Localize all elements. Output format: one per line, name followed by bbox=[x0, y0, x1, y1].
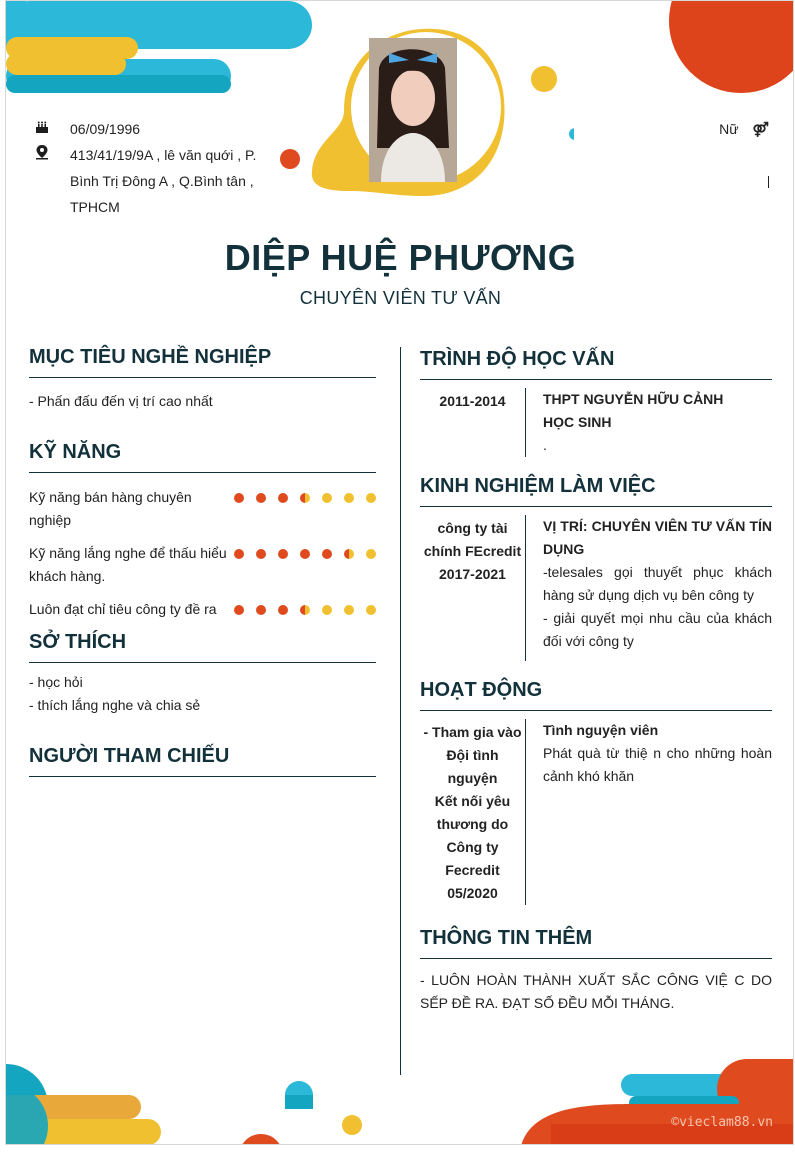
section-title: KỸ NĂNG bbox=[29, 441, 376, 473]
objective-section bbox=[29, 346, 376, 413]
activity-org-line: 05/2020 bbox=[447, 885, 498, 901]
address-line: 413/41/19/9A , lê văn quới , P. bbox=[70, 147, 257, 163]
contact-info bbox=[30, 116, 270, 220]
references-section bbox=[29, 745, 376, 777]
address-line: TPHCM bbox=[70, 199, 120, 215]
skill-name: Kỹ năng lắng nghe để thấu hiểu khách hàng. bbox=[29, 545, 227, 584]
skills-list bbox=[29, 486, 376, 621]
section-title: TRÌNH ĐỘ HỌC VẤN bbox=[420, 348, 772, 380]
skill-rating bbox=[234, 486, 376, 503]
watermark: ©vieclam88.vn bbox=[671, 1115, 773, 1130]
rating-dot bbox=[366, 605, 376, 615]
rating-dot bbox=[278, 549, 288, 559]
gender-icon: ⚤ bbox=[752, 121, 769, 137]
company-line: công ty tài bbox=[437, 520, 508, 536]
gender-info bbox=[719, 116, 769, 188]
rating-dot bbox=[300, 493, 310, 503]
hobbies-section bbox=[29, 631, 376, 717]
full-name: DIỆP HUỆ PHƯƠNG bbox=[224, 237, 577, 278]
map-pin-icon bbox=[30, 142, 54, 168]
activity-description: Phát quà từ thiệ n cho những hoàn cảnh khó khăn bbox=[543, 745, 772, 784]
activity-role: Tình nguyện viên bbox=[543, 722, 659, 738]
skills-section bbox=[29, 441, 376, 621]
entry-divider bbox=[525, 388, 526, 457]
cv-page bbox=[5, 0, 794, 1145]
hobby-item: - thích lắng nghe và chia sẻ bbox=[29, 697, 201, 713]
experience-section bbox=[420, 475, 772, 661]
address-row bbox=[30, 142, 270, 220]
major-name: HỌC SINH bbox=[543, 414, 612, 430]
activity-org-line: Kết nối yêu bbox=[434, 793, 511, 809]
section-title: THÔNG TIN THÊM bbox=[420, 927, 772, 959]
company-info bbox=[420, 515, 525, 661]
skill-row bbox=[29, 542, 376, 588]
activity-org-line: - Tham gia vào bbox=[423, 724, 522, 740]
rating-dot bbox=[344, 549, 354, 559]
rating-dot bbox=[278, 493, 288, 503]
education-period: 2011-2014 bbox=[439, 393, 506, 409]
rating-dot bbox=[322, 493, 332, 503]
bottom-left-decoration bbox=[6, 1061, 366, 1145]
left-column bbox=[29, 346, 376, 777]
activities-section bbox=[420, 679, 772, 905]
school-name: THPT NGUYỄN HỮU CẢNH bbox=[543, 391, 724, 407]
education-note: . bbox=[543, 437, 547, 453]
rating-dot bbox=[344, 493, 354, 503]
activity-org-line: Đội tình nguyện bbox=[446, 747, 499, 786]
column-divider bbox=[400, 347, 401, 1075]
job-title: CHUYÊN VIÊN TƯ VẤN bbox=[299, 288, 502, 308]
rating-dot bbox=[366, 549, 376, 559]
skill-rating bbox=[234, 542, 376, 559]
address-text bbox=[70, 142, 256, 220]
right-column bbox=[420, 346, 772, 1015]
activity-org-line: thương do bbox=[436, 816, 509, 832]
more-info-section bbox=[420, 927, 772, 1015]
job-description: - giải quyết mọi nhu cầu của khách đối với công ty bbox=[543, 610, 772, 649]
section-title: MỤC TIÊU NGHỀ NGHIỆP bbox=[29, 346, 376, 378]
profile-photo bbox=[369, 38, 457, 182]
section-title: HOẠT ĐỘNG bbox=[420, 679, 772, 711]
rating-dot bbox=[366, 493, 376, 503]
entry-divider bbox=[525, 515, 526, 661]
objective-text: - Phấn đấu đến vị trí cao nhất bbox=[29, 393, 213, 409]
birthday-text: 06/09/1996 bbox=[70, 121, 141, 137]
rating-dot bbox=[300, 549, 310, 559]
skill-row bbox=[29, 486, 376, 532]
gender-text: Nữ bbox=[719, 121, 739, 137]
experience-entry bbox=[420, 515, 772, 661]
section-title: KINH NGHIỆM LÀM VIỆC bbox=[420, 475, 772, 507]
skill-name: Luôn đạt chỉ tiêu công ty đề ra bbox=[29, 601, 217, 617]
job-position: VỊ TRÍ: CHUYÊN VIÊN TƯ VẤN TÍN DỤNG bbox=[543, 518, 772, 557]
rating-dot bbox=[344, 605, 354, 615]
bottom-right-decoration bbox=[521, 1059, 794, 1145]
education-entry bbox=[420, 388, 772, 457]
section-title: SỞ THÍCH bbox=[29, 631, 376, 663]
activity-org-line: Fecredit bbox=[445, 862, 500, 878]
header-divider-mark bbox=[768, 176, 769, 188]
entry-divider bbox=[525, 719, 526, 905]
address-line: Bình Trị Đông A , Q.Bình tân , bbox=[70, 173, 254, 189]
skill-rating bbox=[234, 598, 376, 615]
skill-name: Kỹ năng bán hàng chuyên nghiệp bbox=[29, 489, 192, 528]
rating-dot bbox=[322, 605, 332, 615]
job-description: -telesales gọi thuyết phục khách hàng sử dụng dịch vụ bên công ty bbox=[543, 564, 772, 603]
activity-org bbox=[420, 719, 525, 905]
rating-dot bbox=[234, 605, 244, 615]
birthday-row bbox=[30, 116, 270, 142]
activity-detail bbox=[542, 719, 772, 905]
rating-dot bbox=[256, 549, 266, 559]
rating-dot bbox=[234, 549, 244, 559]
education-detail bbox=[542, 388, 772, 457]
section-title: NGƯỜI THAM CHIẾU bbox=[29, 745, 376, 777]
company-line: chính FEcredit bbox=[423, 543, 522, 559]
top-right-decoration bbox=[666, 1, 794, 101]
rating-dot bbox=[300, 605, 310, 615]
skill-row bbox=[29, 598, 376, 621]
rating-dot bbox=[234, 493, 244, 503]
rating-dot bbox=[322, 549, 332, 559]
education-section bbox=[420, 348, 772, 457]
birthday-cake-icon bbox=[30, 116, 54, 142]
rating-dot bbox=[256, 605, 266, 615]
rating-dot bbox=[278, 605, 288, 615]
activity-org-line: Công ty bbox=[446, 839, 499, 855]
company-line: 2017-2021 bbox=[439, 566, 506, 582]
rating-dot bbox=[256, 493, 266, 503]
activity-entry bbox=[420, 719, 772, 905]
more-info-text: - LUÔN HOÀN THÀNH XUẤT SẮC CÔNG VIỆ C DO SẾP ĐỀ RA. ĐẠT SỐ ĐỀU MỖI THÁNG. bbox=[420, 972, 772, 1011]
hobby-item: - học hỏi bbox=[29, 674, 83, 690]
experience-detail bbox=[542, 515, 772, 661]
